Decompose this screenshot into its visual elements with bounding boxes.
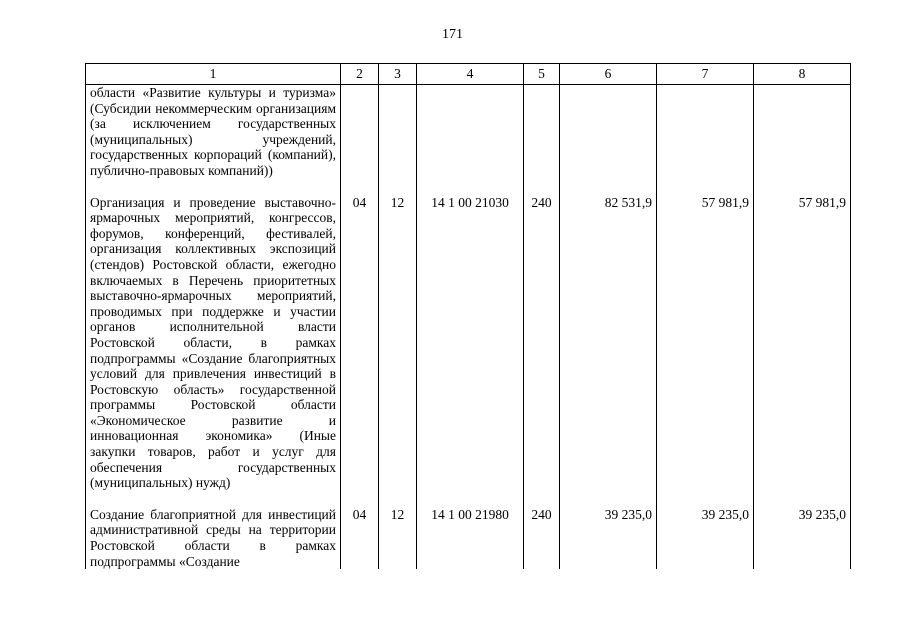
col-header-7: 7 <box>657 64 754 85</box>
amount-col-8: 39 235,0 <box>754 497 851 569</box>
target-article-code <box>417 85 524 185</box>
col-header-6: 6 <box>560 64 657 85</box>
expense-type-code <box>524 85 560 185</box>
subsection-code: 12 <box>379 497 417 569</box>
page-number: 171 <box>442 27 463 42</box>
row-description: области «Развитие культуры и туризма» (Субсидии некоммерческим организациям (за исключением государственных (муниципальных) учреждений, государственных корпораций (компаний), публично-правовых компаний)) <box>86 85 341 185</box>
table-row <box>86 185 851 497</box>
section-code <box>341 85 379 185</box>
col-header-2: 2 <box>341 64 379 85</box>
amount-col-6: 39 235,0 <box>560 497 657 569</box>
section-code: 04 <box>341 185 379 497</box>
amount-col-8 <box>754 85 851 185</box>
target-article-code: 14 1 00 21980 <box>417 497 524 569</box>
table-row <box>86 497 851 569</box>
subsection-code: 12 <box>379 185 417 497</box>
section-code: 04 <box>341 497 379 569</box>
amount-col-8: 57 981,9 <box>754 185 851 497</box>
target-article-code: 14 1 00 21030 <box>417 185 524 497</box>
expense-type-code: 240 <box>524 185 560 497</box>
col-header-5: 5 <box>524 64 560 85</box>
table-row <box>86 85 851 185</box>
col-header-4: 4 <box>417 64 524 85</box>
amount-col-6: 82 531,9 <box>560 185 657 497</box>
amount-col-7 <box>657 85 754 185</box>
col-header-8: 8 <box>754 64 851 85</box>
amount-col-7: 57 981,9 <box>657 185 754 497</box>
budget-table <box>85 63 851 569</box>
col-header-1: 1 <box>86 64 341 85</box>
amount-col-7: 39 235,0 <box>657 497 754 569</box>
row-description: Создание благоприятной для инвестиций административной среды на территории Ростовской области в рамках подпрограммы «Создание <box>86 497 341 569</box>
col-header-3: 3 <box>379 64 417 85</box>
expense-type-code: 240 <box>524 497 560 569</box>
row-description: Организация и проведение выставочно-ярмарочных мероприятий, конгрессов, форумов, конференций, фестивалей, организация коллективных экспозиций (стендов) Ростовской области, ежегодно включаемых в Перечень приоритетных выставочно-ярмарочных мероприятий, проводимых при поддержке и участии органов исполнительной власти Ростовской области, в рамках подпрограммы «Создание благоприятных условий для привлечения инвестиций в Ростовскую область» государственной программы Ростовской области «Экономическое развитие и инновационная экономика» (Иные закупки товаров, работ и услуг для обеспечения государственных (муниципальных) нужд) <box>86 185 341 497</box>
amount-col-6 <box>560 85 657 185</box>
subsection-code <box>379 85 417 185</box>
header-row <box>86 64 851 85</box>
